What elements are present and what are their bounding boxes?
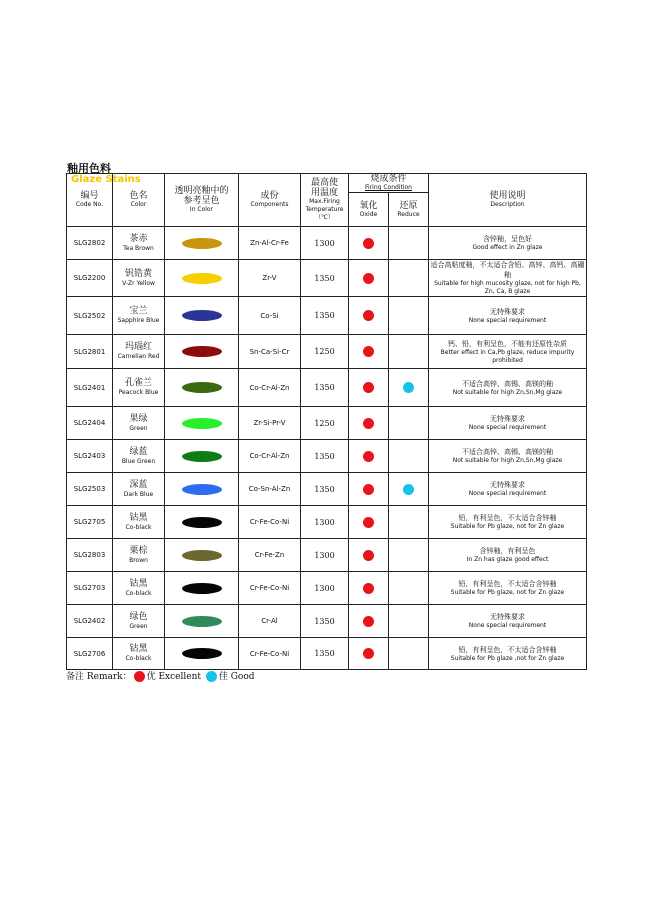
code-cell: SLG2200 bbox=[67, 260, 113, 297]
header-firing-condition: 烧成条件 Firing Condition bbox=[349, 174, 429, 193]
color-swatch bbox=[182, 273, 222, 284]
color-swatch-cell bbox=[165, 407, 239, 440]
color-swatch bbox=[182, 583, 222, 594]
excellent-dot-icon bbox=[363, 346, 374, 357]
color-swatch bbox=[182, 238, 222, 249]
excellent-dot-icon bbox=[363, 273, 374, 284]
color-swatch-cell bbox=[165, 369, 239, 407]
components-cell: Zr-V bbox=[239, 260, 301, 297]
color-name-cell: 深蓝 Dark Blue bbox=[113, 473, 165, 506]
code-cell: SLG2705 bbox=[67, 506, 113, 539]
color-swatch-cell bbox=[165, 227, 239, 260]
description-cell: 含锌釉，有利呈色 In Zn has glaze good effect bbox=[429, 539, 587, 572]
reduce-cell bbox=[389, 605, 429, 638]
table-row bbox=[67, 260, 587, 297]
excellent-dot-icon bbox=[363, 550, 374, 561]
description-cell: 铅，有利呈色，不太适合含锌釉 Suitable for Pb glaze ,not for Zn glaze bbox=[429, 638, 587, 670]
reduce-cell bbox=[389, 473, 429, 506]
table-row bbox=[67, 539, 587, 572]
oxide-cell bbox=[349, 506, 389, 539]
temperature-cell: 1300 bbox=[301, 572, 349, 605]
color-name-cell: 钴黑 Co-black bbox=[113, 572, 165, 605]
table-body bbox=[67, 227, 587, 670]
color-swatch-cell bbox=[165, 572, 239, 605]
temperature-cell: 1350 bbox=[301, 369, 349, 407]
oxide-cell bbox=[349, 572, 389, 605]
color-swatch-cell bbox=[165, 335, 239, 369]
excellent-dot-icon bbox=[363, 517, 374, 528]
code-cell: SLG2502 bbox=[67, 297, 113, 335]
header-code: 编号 Code No. bbox=[67, 174, 113, 227]
reduce-cell bbox=[389, 638, 429, 670]
excellent-dot-icon bbox=[363, 382, 374, 393]
components-cell: Cr-Fe-Co-Ni bbox=[239, 572, 301, 605]
code-cell: SLG2401 bbox=[67, 369, 113, 407]
oxide-cell bbox=[349, 407, 389, 440]
color-swatch bbox=[182, 648, 222, 659]
table-row bbox=[67, 473, 587, 506]
oxide-cell bbox=[349, 335, 389, 369]
reduce-cell bbox=[389, 260, 429, 297]
code-cell: SLG2802 bbox=[67, 227, 113, 260]
components-cell: Zn-Al-Cr-Fe bbox=[239, 227, 301, 260]
color-swatch-cell bbox=[165, 440, 239, 473]
components-cell: Co-Cr-Al-Zn bbox=[239, 440, 301, 473]
table-row bbox=[67, 369, 587, 407]
code-cell: SLG2703 bbox=[67, 572, 113, 605]
components-cell: Co-Sn-Al-Zn bbox=[239, 473, 301, 506]
temperature-cell: 1300 bbox=[301, 539, 349, 572]
color-name-cell: 果绿 Green bbox=[113, 407, 165, 440]
excellent-dot-icon bbox=[363, 418, 374, 429]
color-swatch bbox=[182, 346, 222, 357]
color-name-cell: 玛瑙红 Carnelian Red bbox=[113, 335, 165, 369]
header-in-color: 透明亮釉中的 参考呈色 In Color bbox=[165, 174, 239, 227]
description-cell: 无特殊要求 None special requirement bbox=[429, 407, 587, 440]
color-swatch-cell bbox=[165, 506, 239, 539]
good-dot-icon bbox=[206, 671, 217, 682]
color-swatch bbox=[182, 310, 222, 321]
code-cell: SLG2402 bbox=[67, 605, 113, 638]
color-swatch-cell bbox=[165, 473, 239, 506]
table-row bbox=[67, 227, 587, 260]
color-swatch bbox=[182, 451, 222, 462]
excellent-dot-icon bbox=[363, 616, 374, 627]
header-color: 色名 Color bbox=[113, 174, 165, 227]
excellent-dot-icon bbox=[363, 648, 374, 659]
reduce-cell bbox=[389, 335, 429, 369]
glaze-stains-table bbox=[66, 173, 587, 670]
code-cell: SLG2801 bbox=[67, 335, 113, 369]
reduce-cell bbox=[389, 227, 429, 260]
color-name-cell: 孔雀兰 Peacock Blue bbox=[113, 369, 165, 407]
description-cell: 钙、铅，有利呈色，不能有还原性杂质 Better effect in Ca,Pb glaze, reduce impurity prohibited bbox=[429, 335, 587, 369]
excellent-dot-icon bbox=[363, 451, 374, 462]
description-cell: 铅，有利呈色，不太适合含锌釉 Suitable for Pb glaze, not for Zn glaze bbox=[429, 506, 587, 539]
reduce-cell bbox=[389, 572, 429, 605]
oxide-cell bbox=[349, 260, 389, 297]
temperature-cell: 1300 bbox=[301, 227, 349, 260]
reduce-cell bbox=[389, 297, 429, 335]
color-name-cell: 宝兰 Sapphire Blue bbox=[113, 297, 165, 335]
description-cell: 无特殊要求 None special requirement bbox=[429, 605, 587, 638]
color-swatch bbox=[182, 550, 222, 561]
header-reduce: 还原 Reduce bbox=[389, 193, 429, 227]
components-cell: Sn-Ca-Si-Cr bbox=[239, 335, 301, 369]
oxide-cell bbox=[349, 539, 389, 572]
color-swatch-cell bbox=[165, 638, 239, 670]
oxide-cell bbox=[349, 369, 389, 407]
good-dot-icon bbox=[403, 484, 414, 495]
description-cell: 不适合高锌、高锡、高镁的釉 Not suitable for high Zn,Sn,Mg glaze bbox=[429, 440, 587, 473]
table-row bbox=[67, 407, 587, 440]
color-name-cell: 钴黑 Co-black bbox=[113, 506, 165, 539]
excellent-dot-icon bbox=[363, 484, 374, 495]
temperature-cell: 1350 bbox=[301, 260, 349, 297]
reduce-cell bbox=[389, 440, 429, 473]
color-swatch-cell bbox=[165, 260, 239, 297]
description-cell: 不适合高锌、高锡、高镁的釉 Not suitable for high Zn,Sn,Mg glaze bbox=[429, 369, 587, 407]
color-swatch bbox=[182, 418, 222, 429]
temperature-cell: 1250 bbox=[301, 335, 349, 369]
description-cell: 含锌釉，呈色好 Good effect in Zn glaze bbox=[429, 227, 587, 260]
excellent-dot-icon bbox=[363, 238, 374, 249]
oxide-cell bbox=[349, 440, 389, 473]
color-swatch bbox=[182, 484, 222, 495]
description-cell: 铅，有利呈色，不太适合含锌釉 Suitable for Pb glaze, not for Zn glaze bbox=[429, 572, 587, 605]
header-temperature: 最高使 用温度 Max.Firing Temperature （℃） bbox=[301, 174, 349, 227]
code-cell: SLG2503 bbox=[67, 473, 113, 506]
oxide-cell bbox=[349, 227, 389, 260]
reduce-cell bbox=[389, 539, 429, 572]
table-row bbox=[67, 638, 587, 670]
components-cell: Cr-Fe-Zn bbox=[239, 539, 301, 572]
code-cell: SLG2803 bbox=[67, 539, 113, 572]
description-cell: 无特殊要求 None special requirement bbox=[429, 297, 587, 335]
reduce-cell bbox=[389, 506, 429, 539]
color-name-cell: 绿蓝 Blue Green bbox=[113, 440, 165, 473]
code-cell: SLG2706 bbox=[67, 638, 113, 670]
table-row bbox=[67, 335, 587, 369]
oxide-cell bbox=[349, 638, 389, 670]
header-components: 成份 Components bbox=[239, 174, 301, 227]
components-cell: Co-Si bbox=[239, 297, 301, 335]
table-row bbox=[67, 572, 587, 605]
title-en: Glaze Stains bbox=[71, 174, 141, 185]
components-cell: Cr-Fe-Co-Ni bbox=[239, 506, 301, 539]
components-cell: Cr-Al bbox=[239, 605, 301, 638]
color-name-cell: 绿色 Green bbox=[113, 605, 165, 638]
description-cell: 适合高粘度釉，不太适合含铅、高锌、高钙、高硼釉 Suitable for high mucosity glaze, not for high Pb, Zn, Ca, B glaze bbox=[430, 261, 585, 295]
reduce-cell bbox=[389, 369, 429, 407]
header-description: 使用说明 Description bbox=[429, 174, 587, 227]
components-cell: Co-Cr-Al-Zn bbox=[239, 369, 301, 407]
temperature-cell: 1350 bbox=[301, 297, 349, 335]
table-row bbox=[67, 506, 587, 539]
oxide-cell bbox=[349, 605, 389, 638]
color-name-cell: 栗棕 Brown bbox=[113, 539, 165, 572]
good-dot-icon bbox=[403, 382, 414, 393]
header-oxide: 氧化 Oxide bbox=[349, 193, 389, 227]
color-name-cell: 钒锆黄 V-Zr Yellow bbox=[113, 260, 165, 297]
remark-excellent: 优 Excellent bbox=[146, 672, 201, 682]
temperature-cell: 1350 bbox=[301, 605, 349, 638]
excellent-dot-icon bbox=[363, 583, 374, 594]
oxide-cell bbox=[349, 473, 389, 506]
table-row bbox=[67, 605, 587, 638]
code-cell: SLG2404 bbox=[67, 407, 113, 440]
color-swatch bbox=[182, 517, 222, 528]
color-swatch-cell bbox=[165, 605, 239, 638]
temperature-cell: 1250 bbox=[301, 407, 349, 440]
description-cell: 无特殊要求 None special requirement bbox=[429, 473, 587, 506]
temperature-cell: 1350 bbox=[301, 638, 349, 670]
title-cn: 釉用色料 bbox=[67, 162, 111, 175]
color-swatch-cell bbox=[165, 539, 239, 572]
remark-good: 佳 Good bbox=[218, 672, 255, 682]
components-cell: Zr-Si-Pr-V bbox=[239, 407, 301, 440]
reduce-cell bbox=[389, 407, 429, 440]
components-cell: Cr-Fe-Co-Ni bbox=[239, 638, 301, 670]
remark-legend bbox=[66, 669, 255, 682]
table-row bbox=[67, 440, 587, 473]
code-cell: SLG2403 bbox=[67, 440, 113, 473]
oxide-cell bbox=[349, 297, 389, 335]
table-row bbox=[67, 297, 587, 335]
excellent-dot-icon bbox=[134, 671, 145, 682]
color-name-cell: 茶赤 Tea Brown bbox=[113, 227, 165, 260]
color-swatch bbox=[182, 382, 222, 393]
excellent-dot-icon bbox=[363, 310, 374, 321]
color-swatch bbox=[182, 616, 222, 627]
color-name-cell: 钴黑 Co-black bbox=[113, 638, 165, 670]
temperature-cell: 1300 bbox=[301, 506, 349, 539]
temperature-cell: 1350 bbox=[301, 440, 349, 473]
temperature-cell: 1350 bbox=[301, 473, 349, 506]
color-swatch-cell bbox=[165, 297, 239, 335]
remark-label: 备注 Remark： bbox=[66, 672, 132, 682]
